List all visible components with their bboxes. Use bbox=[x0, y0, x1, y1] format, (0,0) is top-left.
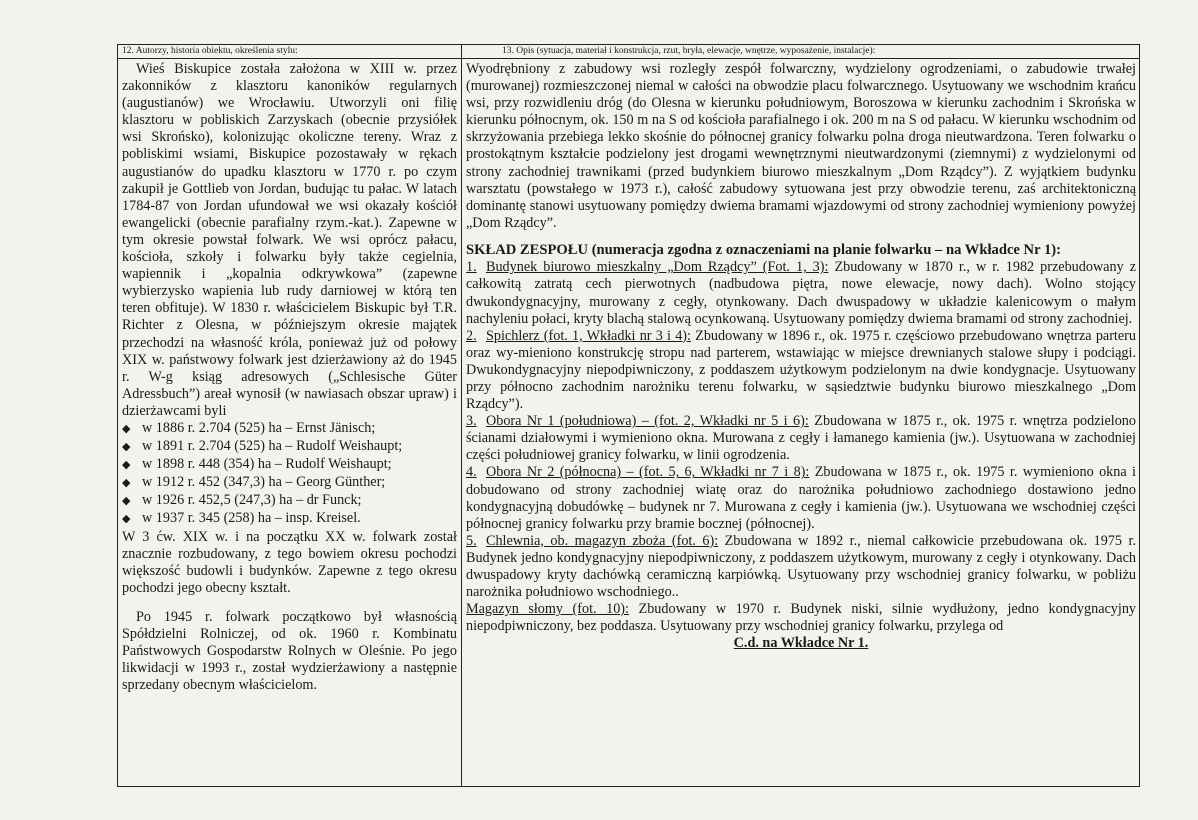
lease-item: ◆ w 1886 r. 2.704 (525) ha – Ernst Jänisch; bbox=[122, 420, 457, 438]
diamond-bullet-icon: ◆ bbox=[122, 513, 131, 526]
diamond-bullet-icon: ◆ bbox=[122, 422, 131, 435]
description-column bbox=[462, 45, 1139, 786]
lease-item: ◆ w 1937 r. 345 (258) ha – insp. Kreisel. bbox=[122, 510, 457, 528]
building-item-straw-store: Magazyn słomy (fot. 10): Zbudowany w 1970 r. Budynek niski, silnie wydłużony, jedno kondygnacyjny niepodpiwniczony, bez poddasza. Usytuowany przy wschodniej granicy folwarku, przylega od bbox=[466, 601, 1137, 635]
history-header: 12. Autorzy, historia obiektu, określenia stylu: bbox=[118, 46, 461, 59]
composition-title: SKŁAD ZESPOŁU (numeracja zgodna z oznaczeniami na planie folwarku – na Wkładce Nr 1): bbox=[466, 241, 1061, 258]
lease-item: ◆ w 1898 r. 448 (354) ha – Rudolf Weishaupt; bbox=[122, 456, 457, 474]
description-intro: Wyodrębniony z zabudowy wsi rozległy zespół folwarczny, wydzielony ogrodzeniami, o zabudowie trwałej (murowanej) rozmieszczonej niemal w całości na obwodzie placu folwarcznego. Usytuowany we wschodnim krańcu wsi, przy rozwidleniu dróg (do Olesna w kierunku południowym, Boroszowa w kierunku zachodnim i Skrońska w kierunku północnym, ok. 150 m na S od kościoła parafialnego i ok. 200 m na S od pałacu. W kierunku wschodnim od skrzyżowania przebiega lekko skośnie do północnej granicy folwarku polna droga nieutwardzona. Teren folwarku o prostokątnym kształcie podzielony jest drogami wewnętrznymi nieutwardzonymi (ziemnymi) z wydzielonymi od strony zachodniej trawnikami (przed budynkiem biurowo mieszkalnym „Dom Rządcy”). Z wyjątkiem budynku warsztatu (powstałego w 1973 r.), całość zabudowy sytuowana jest przy obwodzie terenu, zaś architektoniczną dominantę stanowi usytuowany pomiędzy dwiema bramami wjazdowymi od strony zachodniej wymieniony powyżej „Dom Rządcy”. bbox=[466, 61, 1136, 231]
diamond-bullet-icon: ◆ bbox=[122, 441, 131, 454]
description-header: 13. Opis (sytuacja, materiał i konstrukcja, rzut, bryła, elewacje, wnętrze, wyposażenie, instalacje): bbox=[462, 46, 1139, 59]
building-item: 1. Budynek biurowo mieszkalny „Dom Rządcy” (Fot. 1, 3): Zbudowany w 1870 r., w r. 1982 przebudowany z całkowitą zatratą cech pierwotnych (nadbudowa piętra, nowe elewacje, nowy dach). Wolno stojący dwukondygnacyjny, murowany z cegły, otynkowany. Dach dwuspadowy w układzie kalenicowym o małym nachyleniu połaci, kryty blachą stalową ocynkowaną. Usytuowany pomiędzy dwiema bramami od strony zachodniej. bbox=[466, 259, 1136, 327]
history-paragraph-2: W 3 ćw. XIX w. i na początku XX w. folwark został znacznie rozbudowany, z tego bowiem okresu pochodzi większość budowli i budynków. Zapewne z tego okresu pochodzi jego obecny kształt. bbox=[122, 528, 457, 596]
lease-list bbox=[122, 420, 457, 529]
continued-note: C.d. na Wkładce Nr 1. bbox=[733, 635, 869, 652]
lease-item: ◆ w 1926 r. 452,5 (247,3) ha – dr Funck; bbox=[122, 492, 457, 510]
diamond-bullet-icon: ◆ bbox=[122, 477, 131, 490]
building-item: 3. Obora Nr 1 (południowa) – (fot. 2, Wkładki nr 5 i 6): Zbudowana w 1875 r., ok. 1975 r. wnętrza podzielono ścianami działowymi i wymieniono okna. Murowana z cegły i łamanego kamienia (jw.). Usytuowana w zachodniej części południowej granicy folwarku, w linii ogrodzenia. bbox=[466, 413, 1136, 464]
lease-item: ◆ w 1912 r. 452 (347,3) ha – Georg Günther; bbox=[122, 474, 457, 492]
diamond-bullet-icon: ◆ bbox=[122, 459, 131, 472]
history-paragraph-3: Po 1945 r. folwark początkowo był własnością Spółdzielni Rolniczej, od ok. 1960 r. Kombinatu Państwowych Gospodarstw Rolnych w Oleśnie. Po jego likwidacji w 1993 r., został wydzierżawiony a następnie sprzedany obecnym właścicielom. bbox=[122, 608, 457, 694]
lease-item: ◆ w 1891 r. 2.704 (525) ha – Rudolf Weishaupt; bbox=[122, 438, 457, 456]
building-item: 2. Spichlerz (fot. 1, Wkładki nr 3 i 4): Zbudowany w 1896 r., ok. 1975 r. częściowo przebudowano wnętrza parteru oraz wy-mieniono konstrukcję stropu nad parterem, wstawiając w miejsce drewnianych stalowe słupy i podciągi. Dwukondygnacyjny niepodpiwniczony, z poddaszem użytkowym podzielonym na dwie kondygnacje. Usytuowany przy północno zachodnim narożniku terenu folwarku, w sąsiedztwie budynku biurowo mieszkalnego „Dom Rządcy”). bbox=[466, 327, 1136, 413]
history-column bbox=[118, 45, 462, 786]
history-paragraph-1: Wieś Biskupice została założona w XIII w. przez zakonników z klasztoru kanoników regularnych (augustianów) we Wrocławiu. Utworzyli oni filię klasztoru w pobliskich Zarzyskach (obecnie przysiółek wsi Skrońsko), kolonizując okoliczne tereny. Wraz z pobliskimi wsiami, Biskupice pozostawały w rękach augustianów do upadku klasztoru w 1770 r. po czym zakupił je Gottlieb von Jordan, budując tu pałac. W latach 1784-87 von Jordan ufundował we wsi okazały kościół ewangelicki (obecnie parafialny rzym.-kat.). Zapewne w tym okresie powstał folwark. We wsi oprócz pałacu, kościoła, szkoły i folwarku były także cegielnia, wapiennik i „kopalnia odkrywkowa” (zapewne wybierzysko wapienia lub rudy darniowej w którą ten teren obfituje). W 1830 r. właścicielem Biskupic był T.R. Richter z Olesna, w późniejszym okresie majątek przechodzi na własność króla, ponieważ już od połowy XIX w. państwowy folwark jest dzierżawiony aż do 1945 r. W-g ksiąg adresowych („Schlesische Güter Adressbuch”) areał wynosił (w nawiasach obszar upraw) i dzierżawcami byli bbox=[122, 61, 457, 419]
building-item: 5. Chlewnia, ob. magazyn zboża (fot. 6): Zbudowana w 1892 r., niemal całkowicie przebudowana ok. 1975 r. Budynek jedno kondygnacyjny niepodpiwniczony, z poddaszem użytkowym, murowany z cegły i otynkowany. Dach dwuspadowy kryty dachówką ceramiczną karpiówką. Usytuowany przy wschodniej granicy folwarku, w pobliżu narożnika południowo wschodniego.. bbox=[466, 532, 1136, 601]
diamond-bullet-icon: ◆ bbox=[122, 495, 131, 508]
building-item: 4. Obora Nr 2 (północna) – (fot. 5, 6, Wkładki nr 7 i 8): Zbudowana w 1875 r., ok. 1975 r. wymieniono okna i dobudowano od strony zachodniej wiatę oraz do narożnika południowo zachodniego dostawiono jedno kondygnacyjną dobudówkę – budynek nr 7. Murowana z cegły i kamienia (jw.). Usytuowana we wschodniej części północnej granicy folwarku przy bramie bocznej (północnej). bbox=[466, 464, 1137, 532]
document-sheet bbox=[117, 44, 1140, 787]
